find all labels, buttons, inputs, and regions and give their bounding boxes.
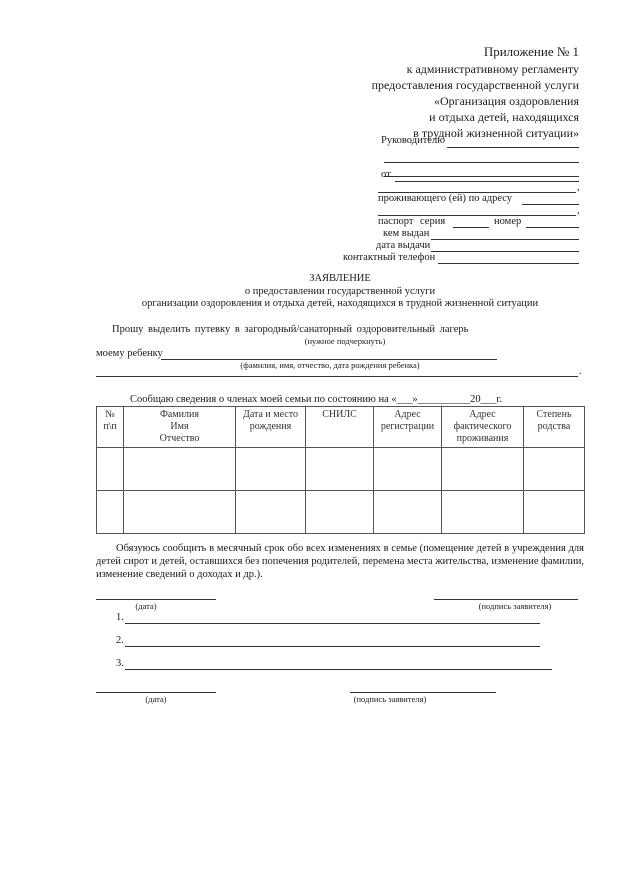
residing-field[interactable] [522,204,579,205]
date-field[interactable] [96,599,216,600]
date-hint: (дата) [145,694,167,704]
appendix-line: «Организация оздоровления [433,94,579,108]
list-item-line[interactable] [125,623,540,624]
signature-field[interactable] [350,692,496,693]
underline-hint: (нужное подчеркнуть) [304,336,386,346]
issue-date-label: дата выдачи [376,240,431,251]
signature-field[interactable] [434,599,578,600]
table-cell[interactable] [236,491,306,534]
col-header-snils: СНИЛС [306,407,374,448]
date-hint: (дата) [135,601,157,611]
phone-field[interactable] [438,263,579,264]
to-field[interactable] [447,147,579,148]
statement-subtitle: о предоставлении государственной услуги [244,286,436,297]
table-cell[interactable] [306,448,374,491]
family-table [96,406,585,534]
table-row [97,448,585,491]
to-field-line[interactable] [384,176,579,177]
table-cell[interactable] [124,491,236,534]
table-cell[interactable] [306,491,374,534]
table-cell[interactable] [97,491,124,534]
date-field[interactable] [96,692,216,693]
table-cell[interactable] [442,491,524,534]
appendix-line: предоставления государственной услуги [371,78,579,92]
list-item-line[interactable] [125,669,552,670]
col-header-relation: Степень родства [524,407,585,448]
series-field[interactable] [453,227,489,228]
residing-label: проживающего (ей) по адресу [378,193,513,204]
family-intro: Сообщаю сведения о членах моей семьи по состоянию на «___»__________20___г. [130,394,503,405]
child-field-line[interactable] [96,376,578,377]
table-cell[interactable] [442,448,524,491]
appendix-line: к административному регламенту [406,62,579,76]
table-header-row [97,407,585,448]
appendix-title: Приложение № 1 [483,44,579,59]
issued-by-field[interactable] [431,239,579,240]
table-cell[interactable] [374,448,442,491]
col-header-fio: Фамилия Имя Отчество [124,407,236,448]
phone-label: контактный телефон [343,252,436,263]
table-row [97,491,585,534]
signature-hint: (подпись заявителя) [353,694,427,704]
list-item-number: 2. [116,635,124,646]
appendix-subtitle [372,61,579,141]
issued-by-label: кем выдан [383,228,430,239]
table-cell[interactable] [524,491,585,534]
appendix-line: в трудной жизненной ситуации» [413,126,579,140]
signature-hint: (подпись заявителя) [478,601,552,611]
series-label: серия [420,216,446,227]
table-cell[interactable] [97,448,124,491]
to-label: Руководителю [381,135,446,146]
child-hint: (фамилия, имя, отчество, дата рождения ребенка) [240,360,420,370]
col-header-residence: Адрес фактического проживания [442,407,524,448]
table-cell[interactable] [524,448,585,491]
col-header-registration: Адрес регистрации [374,407,442,448]
child-label: моему ребенку [96,348,163,359]
col-header-number: № п\п [97,407,124,448]
list-item-number: 1. [116,612,124,623]
table-cell[interactable] [236,448,306,491]
number-field[interactable] [526,227,579,228]
table-cell[interactable] [374,491,442,534]
col-header-birth: Дата и место рождения [236,407,306,448]
request-text: Прошу выделить путевку в загородный/санаторный оздоровительный лагерь [112,324,469,335]
number-label: номер [494,216,522,227]
list-item-line[interactable] [125,646,540,647]
from-field[interactable] [395,181,579,182]
appendix-line: и отдыха детей, находящихся [429,110,579,124]
list-item-number: 3. [116,658,124,669]
statement-title: ЗАЯВЛЕНИЕ [309,273,371,284]
obligation-text: Обязуюсь сообщить в месячный срок обо всех изменениях в семье (помещение детей в учреждения для детей сирот и детей, оставшихся без попечения родителей, перемена места жительства, изменение фамилии, изменение сведений о доходах и др.). [96,543,584,580]
to-field-line[interactable] [384,162,579,163]
statement-subtitle: организации оздоровления и отдыха детей, находящихся в трудной жизненной ситуации [141,298,539,309]
from-label: от [381,169,391,180]
table-cell[interactable] [124,448,236,491]
issue-date-field[interactable] [431,251,579,252]
passport-label: паспорт [378,216,414,227]
